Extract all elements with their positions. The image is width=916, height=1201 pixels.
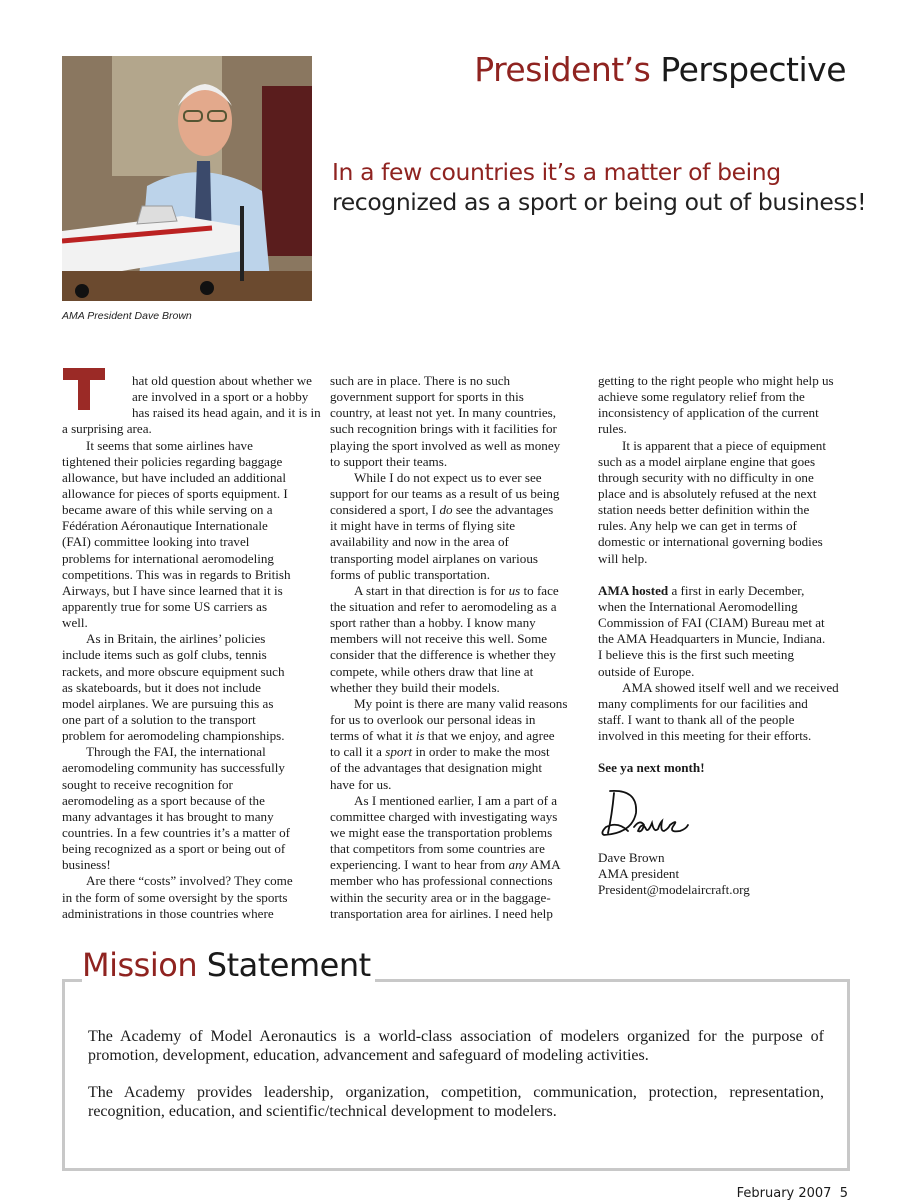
mission-body [88, 1027, 824, 1139]
emphasis: sport [385, 744, 413, 760]
article-line: availability and now in the area of [330, 534, 509, 550]
article-line: many advantages it has brought to many [62, 808, 274, 824]
article-line: A start in that direction is for us to face [354, 582, 559, 598]
article-line: model airplanes. We are pursuing this as [62, 695, 274, 711]
subtitle-line-2: recognized as a sport or being out of business! [332, 188, 867, 216]
emphasis: us [508, 582, 521, 598]
article-line: Airways, but I have since learned that it is [62, 582, 283, 598]
article-line: apparently true for some US carriers as [62, 598, 268, 614]
mission-paragraph: The Academy provides leadership, organization, competition, communication, protection, representation, recognition, education, and scientific/technical development to modelers. [88, 1084, 824, 1120]
article-line: such are in place. There is no such [330, 373, 511, 388]
subtitle-line-1: In a few countries it’s a matter of being [332, 158, 781, 186]
article-line: transportation area for airlines. I need help [330, 905, 553, 921]
article-line: the situation and refer to aeromodeling as a [330, 598, 557, 614]
article-line: I believe this is the first such meeting [598, 647, 794, 663]
article-line: administrations in those countries where [62, 905, 274, 921]
article-line [598, 744, 860, 760]
article-line: experiencing. I want to hear from any AMA [330, 857, 561, 873]
article-line: (FAI) committee looking into travel [62, 534, 250, 550]
emphasis: do [439, 502, 453, 518]
article-line: has raised its head again, and it is in [132, 405, 321, 421]
article-line: one part of a solution to the transport [62, 711, 256, 727]
photo-caption: AMA President Dave Brown [62, 310, 192, 322]
article-column-1 [62, 373, 324, 922]
article-line: sport rather than a hobby. I know many [330, 615, 536, 631]
article-subtitle [332, 157, 866, 217]
emphasis: is [415, 728, 425, 744]
page-title [474, 50, 846, 89]
article-line: member who has professional connections [330, 873, 553, 889]
article-line: It is apparent that a piece of equipment [622, 437, 826, 453]
article-line: considered a sport, I do see the advantages [330, 502, 554, 518]
article-line: of the advantages that designation might [330, 760, 542, 776]
article-line: It seems that some airlines have [86, 437, 253, 453]
article-line: members will not receive this well. Some [330, 631, 548, 647]
article-line: playing the sport involved as well as money [330, 437, 561, 453]
issue-date: February 2007 [736, 1186, 832, 1201]
article-line: rules. Any help we can get in terms of [598, 518, 797, 534]
signoff-email[interactable]: President@modelaircraft.org [598, 882, 750, 898]
article-line: such recognition brings with it facilities for [330, 421, 557, 437]
article-line: business! [62, 857, 111, 873]
article-line [598, 760, 860, 776]
article-line: outside of Europe. [598, 663, 695, 679]
article-line: problems for international aeromodeling [62, 550, 274, 566]
article-line: Through the FAI, the international [86, 744, 266, 760]
article-line [598, 567, 860, 583]
signoff [598, 850, 750, 898]
article-line: As I mentioned earlier, I am a part of a [354, 792, 558, 808]
article-line: are involved in a sport or a hobby [132, 389, 309, 405]
article-line: many compliments for our facilities and [598, 695, 808, 711]
mission-title [82, 946, 375, 984]
signature [598, 785, 693, 850]
article-line: we might ease the transportation problems [330, 824, 553, 840]
article-line: transporting model airplanes on various [330, 550, 538, 566]
article-line: countries. In a few countries it’s a matter of [62, 824, 290, 840]
article-column-3 [598, 373, 860, 777]
article-line: aeromodeling as a sport because of the [62, 792, 265, 808]
article-line: a surprising area. [62, 421, 152, 437]
article-line: rules. [598, 421, 627, 437]
mission-title-accent: Mission [82, 946, 198, 984]
article-line: forms of public transportation. [330, 566, 491, 582]
article-line: sought to receive recognition for [62, 776, 233, 792]
article-line: staff. I want to thank all of the people [598, 711, 795, 727]
signoff-name: Dave Brown [598, 850, 665, 865]
article-line: it might have in terms of flying site [330, 518, 516, 534]
article-line: place and is absolutely refused at the next [598, 485, 817, 501]
article-line: While I do not expect us to ever see [354, 469, 542, 485]
article-line: support for our teams as a result of us being [330, 485, 560, 501]
article-line: government support for sports in this [330, 389, 524, 405]
article-line: to support their teams. [330, 453, 448, 469]
article-line: problem for aeromodeling championships. [62, 728, 285, 744]
emphasis: any [508, 857, 528, 873]
article-line: that competitors from some countries are [330, 841, 545, 857]
article-line: well. [62, 615, 88, 631]
article-line: through security with no difficulty in one [598, 469, 814, 485]
article-line: consider that the difference is whether they [330, 647, 556, 663]
article-line: station needs better definition within the [598, 502, 810, 518]
article-line: have for us. [330, 776, 392, 792]
bold-lead: AMA hosted [598, 582, 669, 598]
article-line: to call it a sport in order to make the most [330, 744, 550, 760]
article-line: allowance for pieces of sports equipment. I [62, 485, 288, 501]
article-line: as skateboards, but it does not include [62, 679, 261, 695]
mission-title-main: Statement [206, 946, 371, 984]
page-number: 5 [839, 1186, 848, 1201]
article-line: getting to the right people who might help us [598, 373, 834, 388]
article-line: the AMA Headquarters in Muncie, Indiana. [598, 631, 826, 647]
article-line: domestic or international governing bodies [598, 534, 823, 550]
article-line: tightened their policies regarding baggage [62, 453, 283, 469]
article-line: committee charged with investigating ways [330, 808, 558, 824]
article-line: when the International Aeromodelling [598, 598, 798, 614]
article-line: include items such as golf clubs, tennis [62, 647, 267, 663]
article-line: such as a model airplane engine that goes [598, 453, 816, 469]
article-line: inconsistency of application of the current [598, 405, 819, 421]
article-line: became aware of this while serving on a [62, 502, 273, 518]
article-line: aeromodeling community has successfully [62, 760, 285, 776]
article-line: involved in this meeting for their efforts. [598, 728, 812, 744]
article-line: AMA showed itself well and we received [622, 679, 839, 695]
mission-paragraph: The Academy of Model Aeronautics is a world-class association of modelers organized for the purpose of promotion, development, education, advancement and safeguard of modeling activities. [88, 1028, 824, 1064]
article-line: country, at least not yet. In many countries, [330, 405, 557, 421]
article-line: allowance, but have included an additional [62, 469, 286, 485]
article-line: competitions. This was in regards to British [62, 566, 291, 582]
article-line: in the form of some oversight by the sports [62, 889, 288, 905]
article-line: terms of what it is that we enjoy, and agree [330, 728, 555, 744]
article-line: Commission of FAI (CIAM) Bureau met at [598, 615, 825, 631]
article-line: rackets, and more obscure equipment such [62, 663, 285, 679]
article-line: will help. [598, 550, 648, 566]
article-line: hat old question about whether we [132, 373, 312, 388]
article-line: Fédération Aéronautique Internationale [62, 518, 268, 534]
title-main: Perspective [660, 50, 846, 89]
article-line: being recognized as a sport or being out of [62, 841, 286, 857]
article-line: As in Britain, the airlines’ policies [86, 631, 266, 647]
title-accent: President’s [474, 50, 651, 89]
article-line: whether they build their models. [330, 679, 500, 695]
page-footer [737, 1186, 848, 1201]
article-line: My point is there are many valid reasons [354, 695, 568, 711]
article-line: compete, while others draw that line at [330, 663, 534, 679]
article-line: Are there “costs” involved? They come [86, 873, 293, 889]
article-line: achieve some regulatory relief from the [598, 389, 805, 405]
article-line: AMA hosted a first in early December, [598, 582, 805, 598]
article-line: for us to overlook our personal ideas in [330, 711, 536, 727]
article-column-2 [330, 373, 592, 922]
signoff-title: AMA president [598, 866, 680, 882]
bold-lead: See ya next month! [598, 760, 705, 776]
president-photo [62, 56, 312, 301]
article-line: within the security area or in the baggage- [330, 889, 551, 905]
